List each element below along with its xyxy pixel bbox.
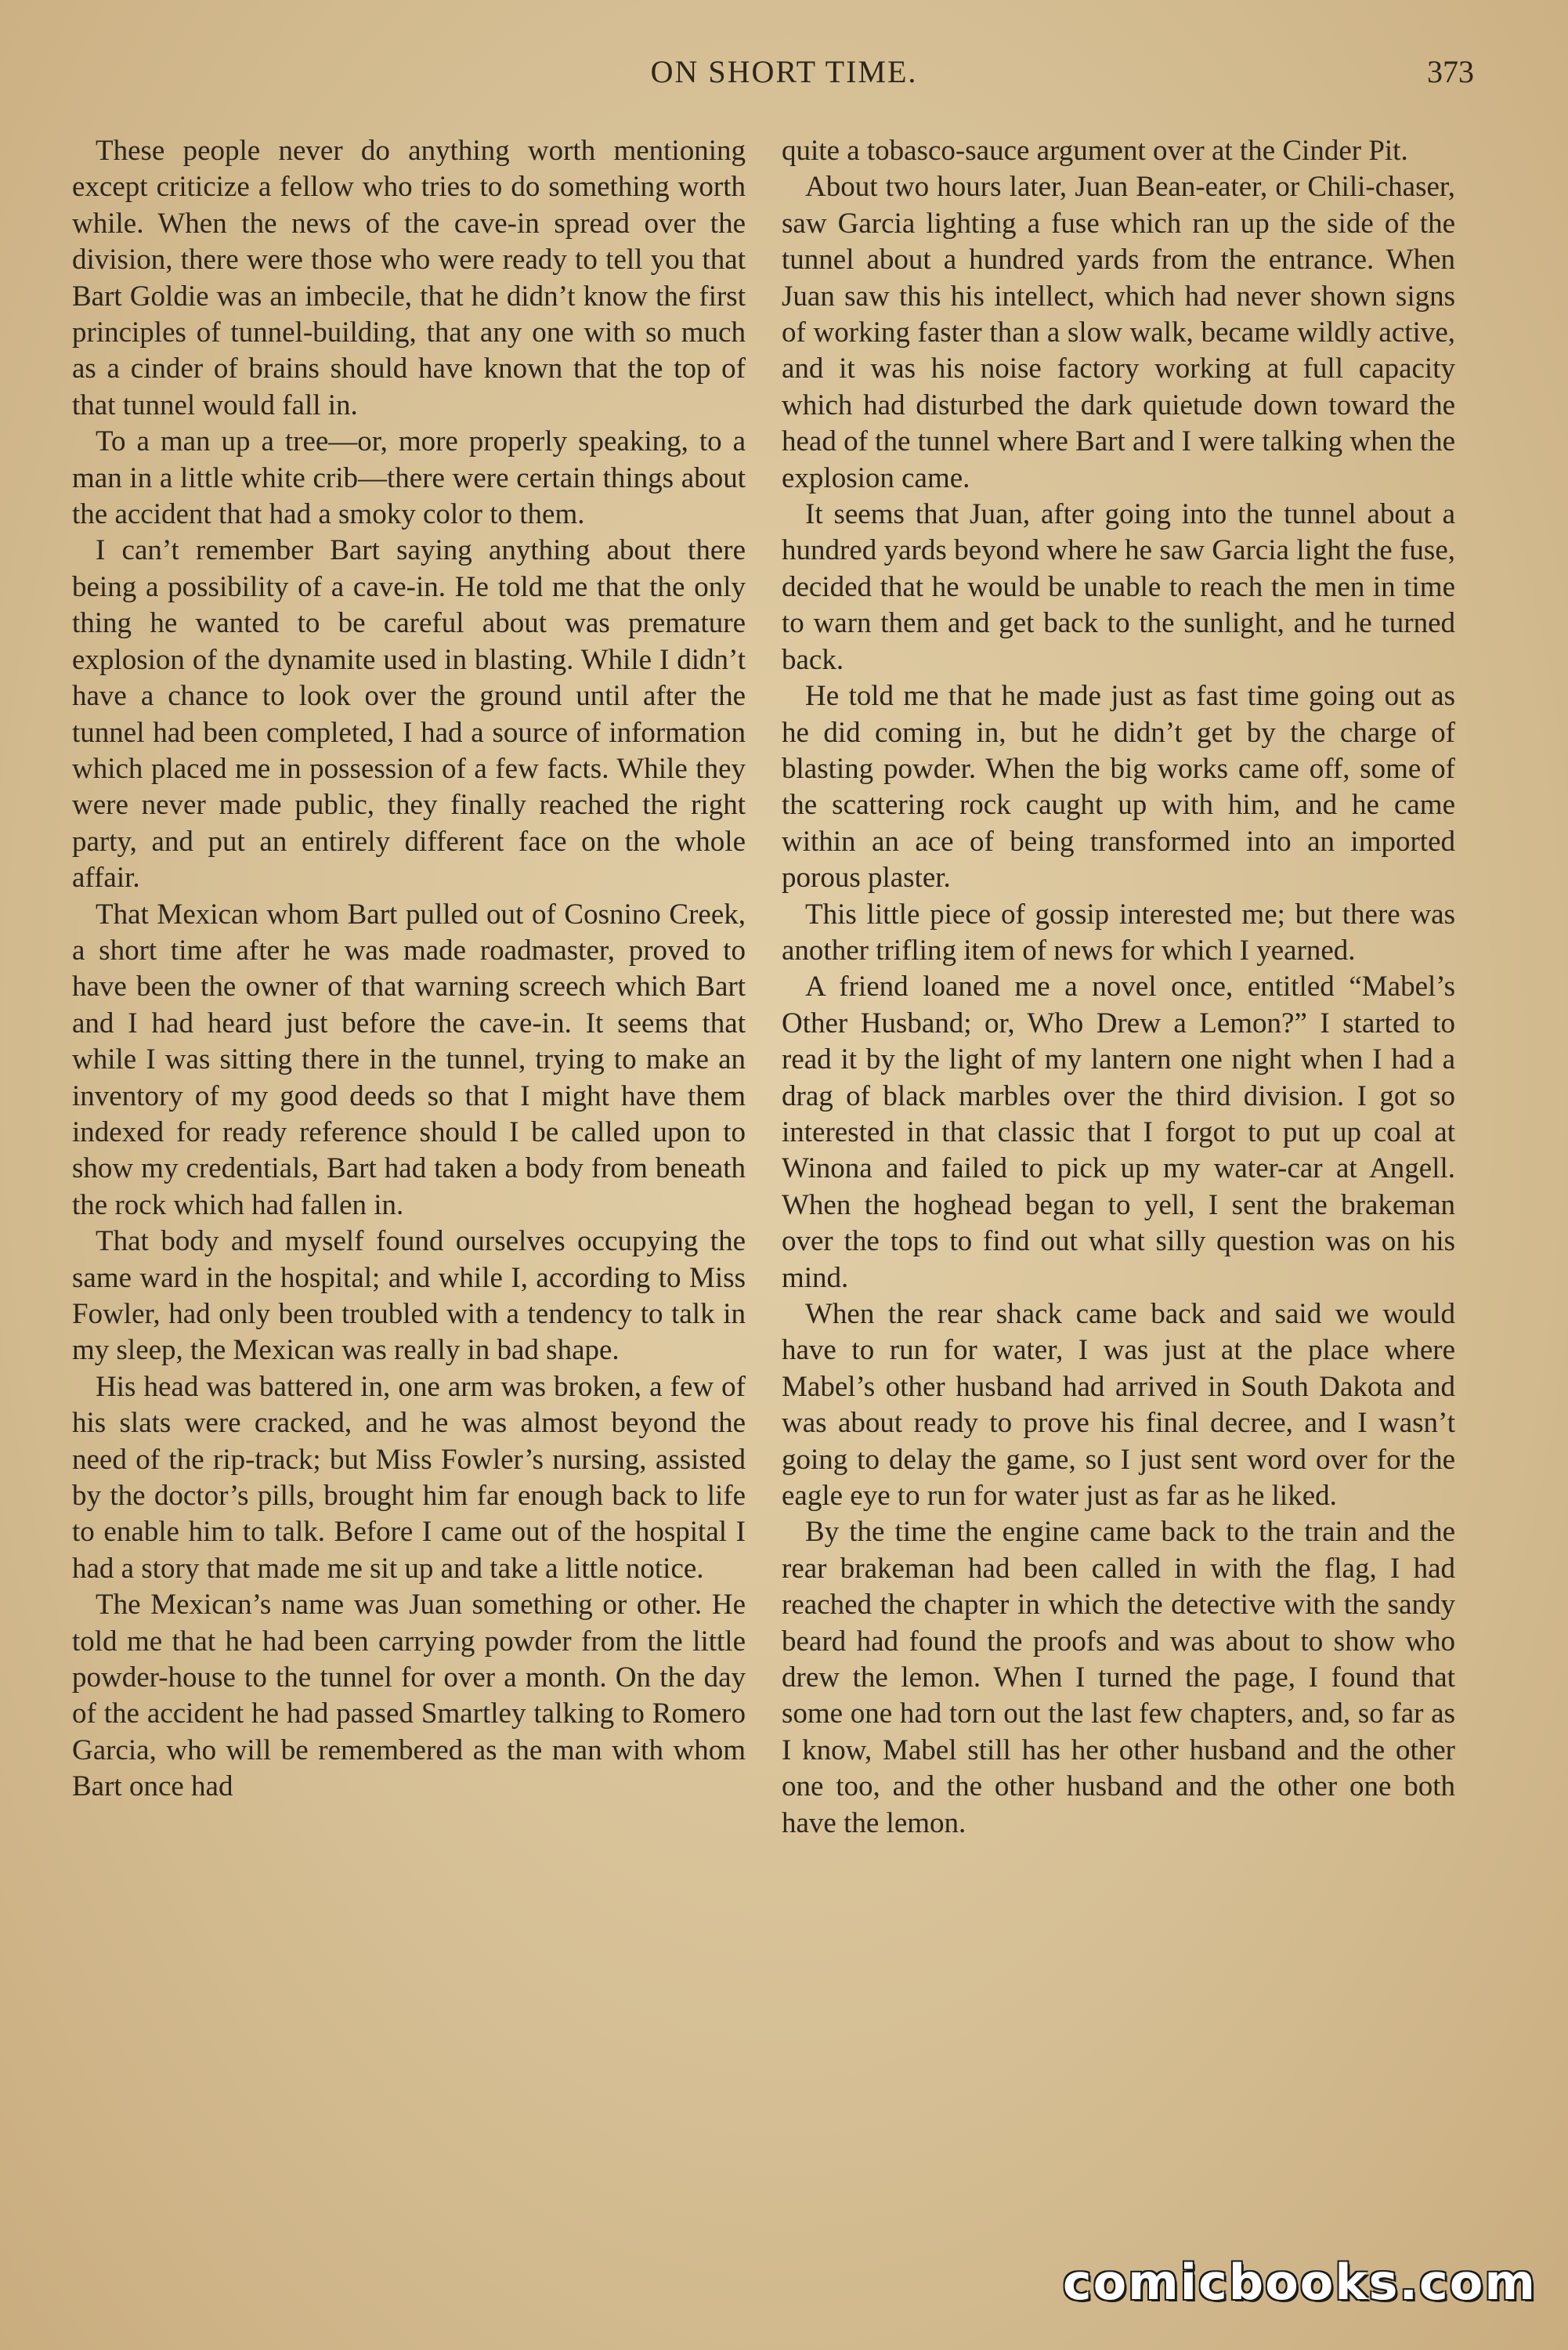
- paragraph: These people never do anything worth mentioning except criticize a fellow who tries to do something worth while. When the news of the cave-in spread over the division, there were those who were ready to tell you that Bart Goldie was an imbecile, that he didn’t know the first principles of tunnel-building, that any one with so much as a cinder of brains should have known that the top of that tunnel would fall in.: [72, 135, 746, 421]
- paragraph-continuation: quite a tobasco-sauce argument over at the Cinder Pit.: [782, 135, 1408, 167]
- running-head: [0, 53, 1568, 100]
- paragraph: He told me that he made just as fast time going out as he did coming in, but he didn’t get by the charge of blasting powder. When the big works came off, some of the scattering rock caught up with him, and he came within an ace of being transformed into an imported porous plaster.: [782, 680, 1455, 895]
- paragraph: When the rear shack came back and said we would have to run for water, I was just at the place where Mabel’s other husband had arrived in South Dakota and was about ready to prove his final decree, and I wasn’t going to delay the game, so I just sent word over for the eagle eye to run for water just as far as he liked.: [782, 1298, 1455, 1513]
- page-number: 373: [1427, 54, 1474, 89]
- paragraph: The Mexican’s name was Juan something or other. He told me that he had been carrying powder from the little powder-house to the tunnel for over a month. On the day of the accident he had passed Smartley talking to Romero Garcia, who will be remembered as the man with whom Bart once had: [72, 1589, 746, 1803]
- paragraph: This little piece of gossip interested me; but there was another trifling item of news for which I yearned.: [782, 898, 1455, 967]
- paragraph: That Mexican whom Bart pulled out of Cosnino Creek, a short time after he was made roadmaster, proved to have been the owner of that warning screech which Bart and I had heard just before the cave-in. It seems that while I was sitting there in the tunnel, trying to make an inventory of my good deeds so that I might have them indexed for ready reference should I be called upon to show my credentials, Bart had taken a body from beneath the rock which had fallen in.: [72, 898, 746, 1221]
- right-column: [782, 133, 1455, 1842]
- paragraph: That body and myself found ourselves occupying the same ward in the hospital; and while I, according to Miss Fowler, had only been troubled with a tendency to talk in my sleep, the Mexican was really in bad shape.: [72, 1225, 746, 1367]
- paragraph: His head was battered in, one arm was broken, a few of his slats were cracked, and he was almost beyond the need of the rip-track; but Miss Fowler’s nursing, assisted by the doctor’s pills, brought him far enough back to life to enable him to talk. Before I came out of the hospital I had a story that made me sit up and take a little notice.: [72, 1370, 746, 1585]
- paragraph: I can’t remember Bart saying anything about there being a possibility of a cave-in. He told me that the only thing he wanted to be careful about was premature explosion of the dynamite used in blasting. While I didn’t have a chance to look over the ground until after the tunnel had been completed, I had a source of information which placed me in possession of a few facts. While they were never made public, they finally reached the right party, and put an entirely different face on the whole affair.: [72, 534, 746, 895]
- left-column: [72, 133, 746, 1806]
- paragraph: To a man up a tree—or, more properly speaking, to a man in a little white crib—there were certain things about the accident that had a smoky color to them.: [72, 425, 746, 531]
- paragraph: About two hours later, Juan Bean-eater, or Chili-chaser, saw Garcia lighting a fuse which ran up the side of the tunnel about a hundred yards from the entrance. When Juan saw this his intellect, which had never shown signs of working faster than a slow walk, became wildly active, and it was his noise factory working at full capacity which had disturbed the dark quietude down toward the head of the tunnel where Bart and I were talking when the explosion came.: [782, 171, 1455, 494]
- watermark: comicbooks.com: [1062, 2254, 1537, 2311]
- running-title: ON SHORT TIME.: [650, 54, 918, 89]
- paragraph: By the time the engine came back to the train and the rear brakeman had been called in with the flag, I had reached the chapter in which the detective with the sandy beard had found the proofs and was about to show who drew the lemon. When I turned the page, I found that some one had torn out the last few chapters, and, so far as I know, Mabel still has her other husband and the other one too, and the other husband and the other one both have the lemon.: [782, 1516, 1455, 1839]
- paragraph: A friend loaned me a novel once, entitled “Mabel’s Other Husband; or, Who Drew a Lemon?” I started to read it by the light of my lantern one night when I had a drag of black marbles over the third division. I got so interested in that classic that I forgot to put up coal at Winona and failed to pick up my water-car at Angell. When the hoghead began to yell, I sent the brakeman over the tops to find out what silly question was on his mind.: [782, 971, 1455, 1294]
- paragraph: It seems that Juan, after going into the tunnel about a hundred yards beyond where he saw Garcia light the fuse, decided that he would be unable to reach the men in time to warn them and get back to the sunlight, and he turned back.: [782, 498, 1455, 676]
